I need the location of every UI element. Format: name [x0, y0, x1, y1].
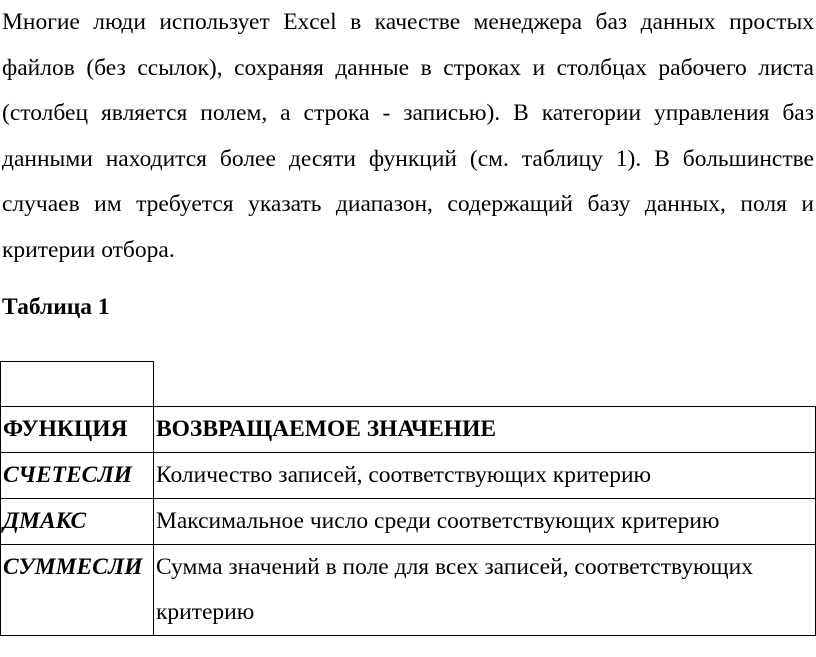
table-empty-row: [1, 362, 816, 407]
function-description: Максимальное число среди соответствующих критерию: [153, 499, 815, 545]
function-name: СЧЕТЕСЛИ: [1, 453, 154, 499]
table-caption: Таблица 1: [2, 294, 110, 320]
table-row: [1, 545, 816, 636]
function-description: Количество записей, соответствующих критерию: [153, 453, 815, 499]
function-name: ДМАКС: [1, 499, 154, 545]
table-row: [1, 453, 816, 499]
table-empty-cell: [1, 362, 154, 407]
functions-table: [0, 361, 816, 636]
function-name: СУММЕСЛИ: [1, 545, 154, 636]
table-header-row: [1, 407, 816, 453]
body-paragraph: Многие люди использует Excel в качестве менеджера баз данных простых файлов (без ссылок), сохраняя данные в строках и столбцах рабочего листа (столбец является полем, а строка - записью). В категории управления баз данными находится более десяти функций (см. таблицу 1). В большинстве случаев им требуется указать диапазон, содержащий базу данных, поля и критерии отбора.: [2, 9, 814, 263]
function-description: Сумма значений в поле для всех записей, соответствующих критерию: [153, 545, 815, 636]
table-empty-cell-right: [153, 362, 815, 407]
table-row: [1, 499, 816, 545]
header-function: ФУНКЦИЯ: [1, 407, 154, 453]
header-return-value: ВОЗВРАЩАЕМОЕ ЗНАЧЕНИЕ: [153, 407, 815, 453]
